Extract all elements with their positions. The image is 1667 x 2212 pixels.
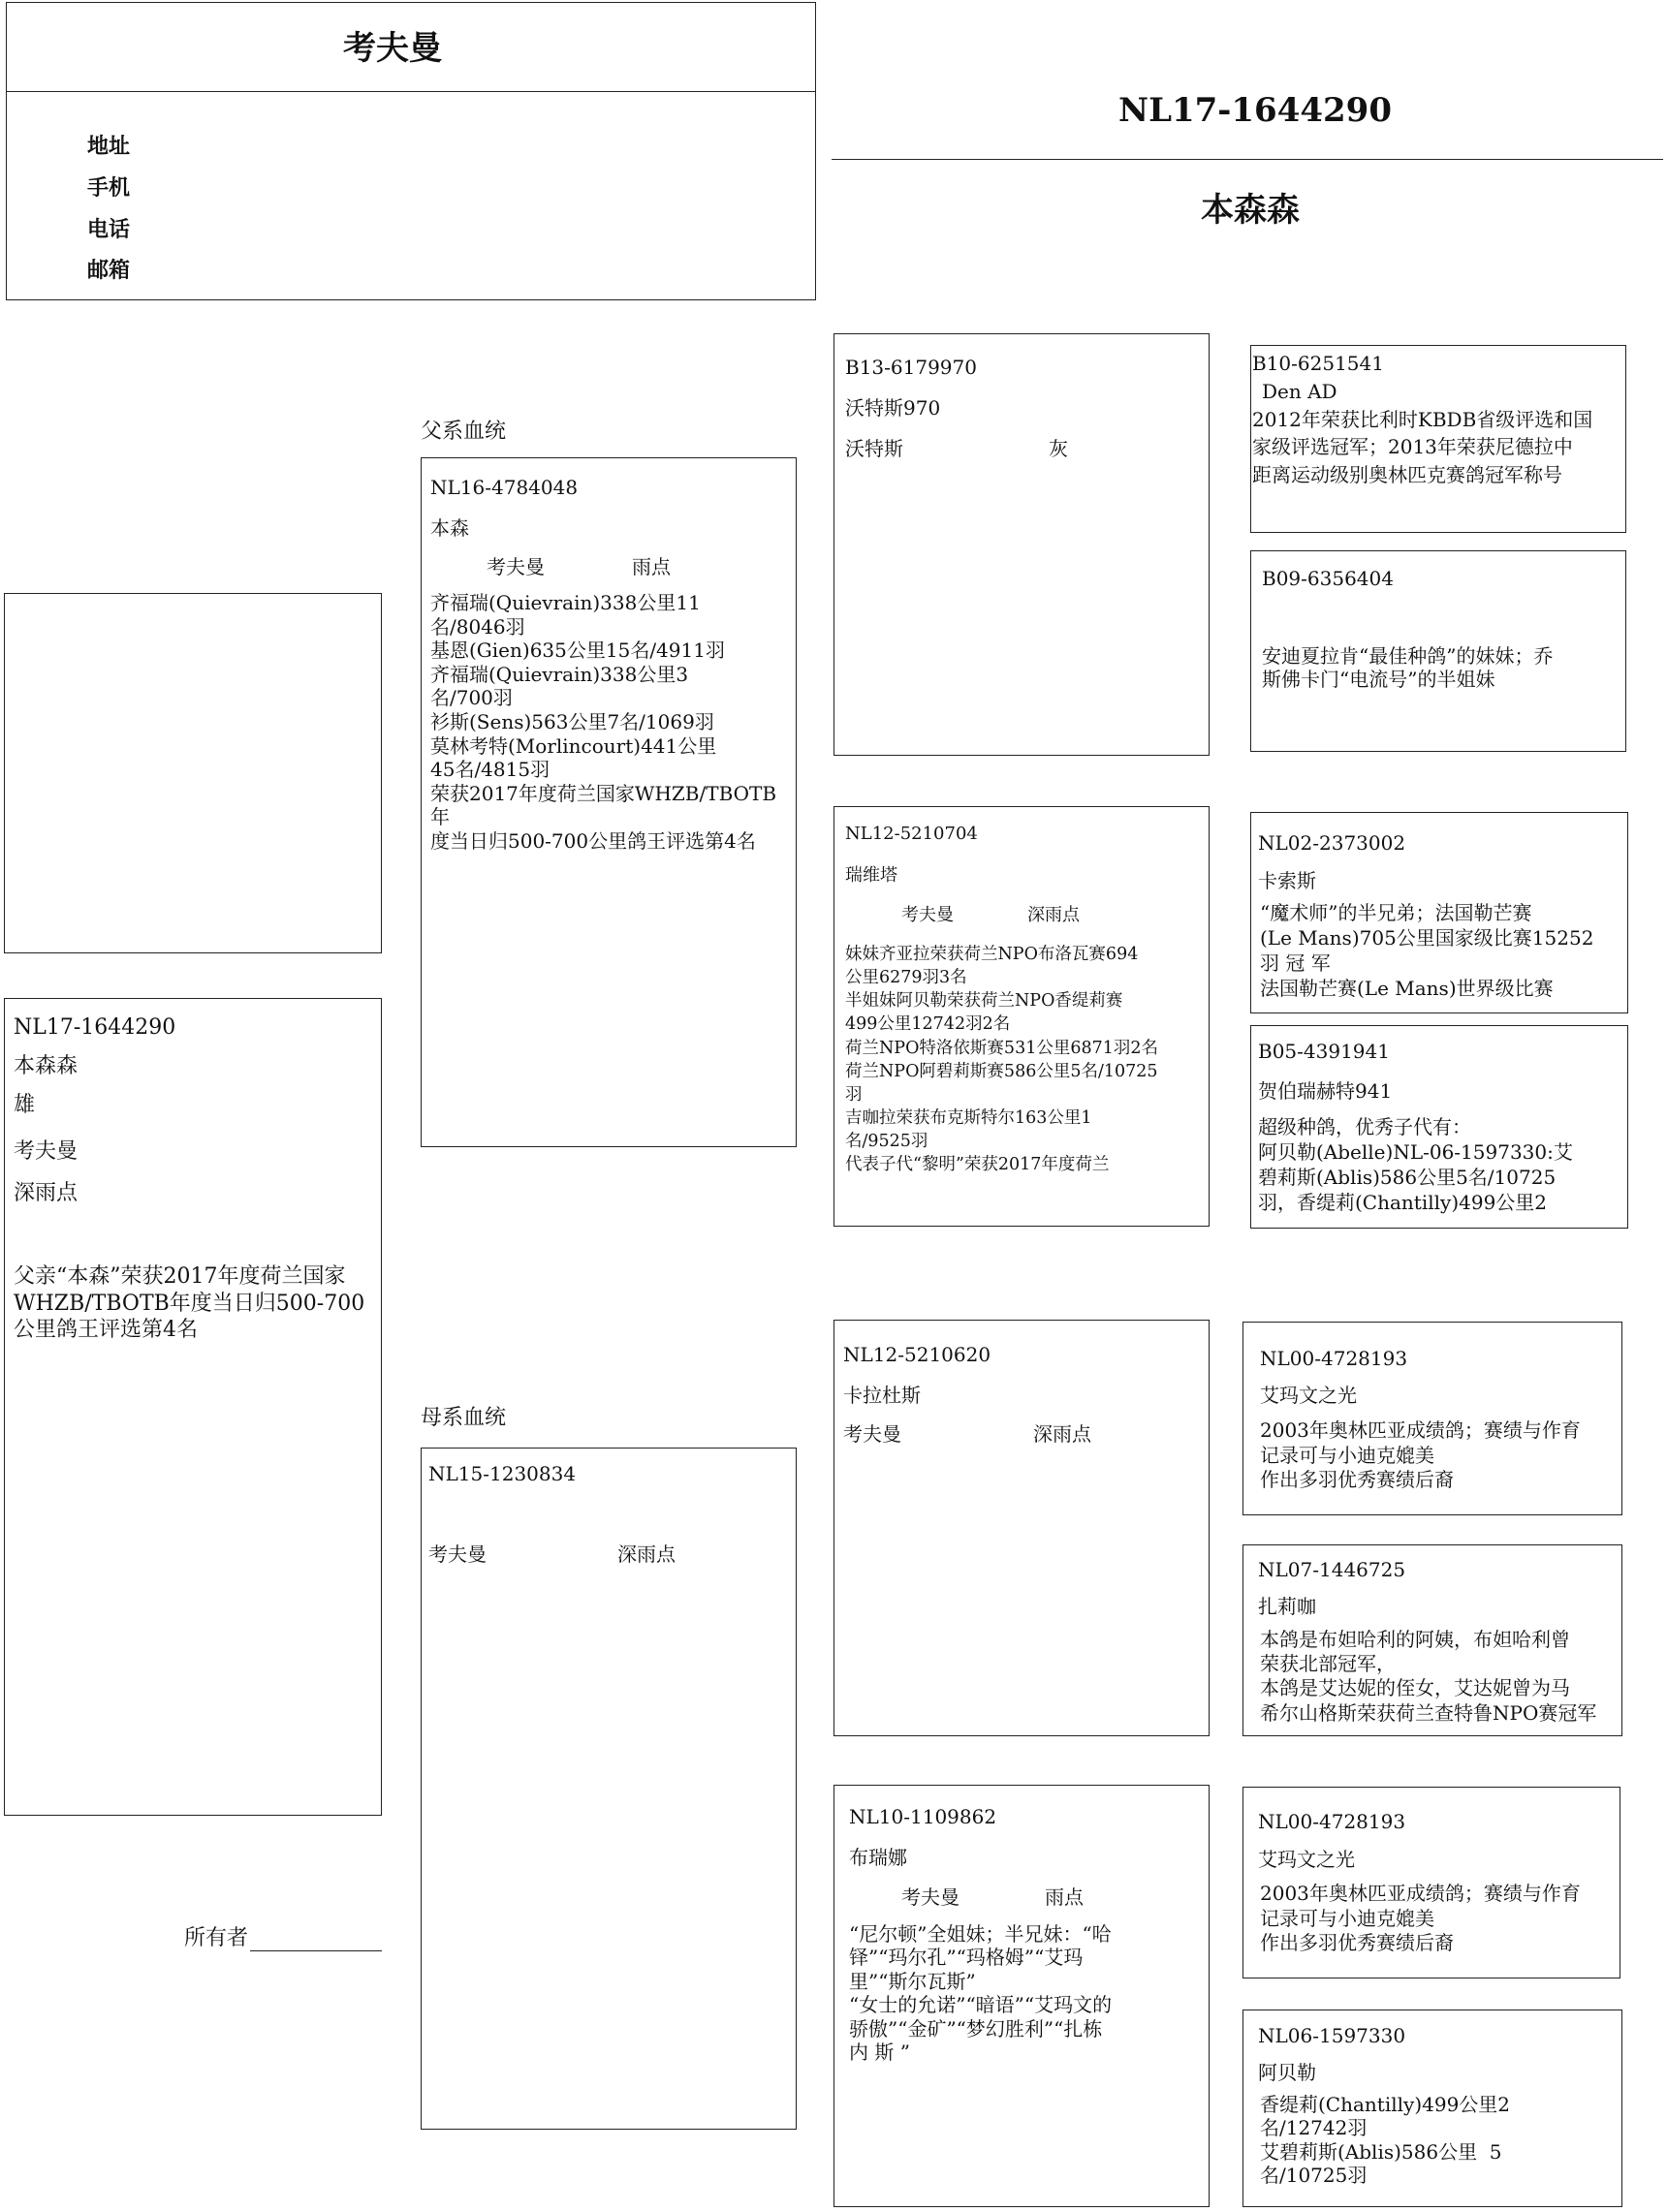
grandsire-dam-side-color: 深雨点	[1033, 1422, 1091, 1446]
gg-sss-ring: B10-6251541	[1252, 352, 1384, 375]
gg-dsd-notes: 本鸽是布妲哈利的阿姨，布妲哈利曾 荣获北部冠军， 本鸽是艾达妮的侄女，艾达妮曾为马 希尔山格斯荣获荷兰查特鲁NPO赛冠军	[1260, 1628, 1597, 1725]
gg-dds-notes: 2003年奥林匹亚成绩鸽；赛绩与作育 记录可与小迪克媲美 作出多羽优秀赛绩后裔	[1260, 1882, 1581, 1955]
gg-dss-notes: 2003年奥林匹亚成绩鸽；赛绩与作育 记录可与小迪克媲美 作出多羽优秀赛绩后裔	[1260, 1418, 1581, 1492]
dam-section-label: 母系血统	[421, 1406, 507, 1430]
granddam-sire-side-ring: NL12-5210704	[845, 824, 978, 844]
dam-breeder: 考夫曼	[428, 1542, 487, 1566]
gg-sss-name: Den AD	[1262, 380, 1337, 403]
subject-note: 父亲“本森”荣获2017年度荷兰国家WHZB/TBOTB年度当日归500-700公里鸽王评选第4名	[14, 1264, 365, 1342]
contact-label-phone: 电话	[87, 217, 131, 242]
gg-ddd-notes: 香缇莉(Chantilly)499公里2 名/12742羽 艾碧莉斯(Ablis)586公里 5 名/10725羽	[1260, 2093, 1511, 2188]
grandsire-sire-side-name: 沃特斯970	[845, 396, 941, 420]
granddam-sire-side-breeder: 考夫曼	[901, 905, 954, 925]
owner-signature-line[interactable]	[250, 1950, 382, 1951]
header-right-divider	[832, 159, 1663, 160]
grandsire-sire-side-color: 灰	[1049, 437, 1068, 460]
gg-dsd-ring: NL07-1446725	[1258, 1558, 1406, 1581]
gg-sds-ring: NL02-2373002	[1258, 831, 1406, 855]
gg-ddd-name: 阿贝勒	[1258, 2061, 1316, 2084]
header-ring-number: NL17-1644290	[1117, 91, 1392, 130]
sire-section-label: 父系血统	[421, 420, 507, 444]
owner-label: 所有者	[184, 1926, 249, 1950]
subject-name: 本森森	[14, 1054, 79, 1078]
contact-label-address: 地址	[87, 134, 131, 159]
gg-dss-name: 艾玛文之光	[1260, 1384, 1357, 1407]
granddam-sire-side-notes: 妹妹齐亚拉荣获荷兰NPO布洛瓦赛694 公里6279羽3名 半姐妹阿贝勒荣获荷兰NPO香缇莉赛 499公里12742羽2名 荷兰NPO特洛依斯赛531公里6871羽2名 荷兰NPO阿碧莉斯赛586公里5名/10725 羽 吉咖拉荣获布克斯特尔163公里1 名/9525羽 代表子代“黎明”荣获2017年度荷兰	[845, 945, 1159, 1175]
gg-dss-ring: NL00-4728193	[1260, 1347, 1408, 1370]
granddam-dam-side-breeder: 考夫曼	[901, 1885, 959, 1909]
gg-dds-name: 艾玛文之光	[1258, 1848, 1355, 1871]
sire-results: 齐福瑞(Quievrain)338公里11 名/8046羽 基恩(Gien)635公里15名/4911羽 齐福瑞(Quievrain)338公里3 名/700羽 衫斯(Sens)563公里7名/1069羽 莫林考特(Morlincourt)441公里 45名/4815羽 荣获2017年度荷兰国家WHZB/TBOTB年 度当日归500-700公里鸽王评选第4名	[430, 591, 777, 853]
subject-ring: NL17-1644290	[14, 1015, 176, 1040]
header-divider	[6, 91, 816, 92]
granddam-dam-side-color: 雨点	[1045, 1885, 1084, 1909]
gg-dsd-name: 扎莉咖	[1258, 1595, 1316, 1618]
grandsire-dam-side-breeder: 考夫曼	[843, 1422, 901, 1446]
gg-ssd-ring: B09-6356404	[1262, 567, 1394, 590]
gg-sdd-name: 贺伯瑞赫特941	[1258, 1079, 1393, 1103]
sire-breeder: 考夫曼	[487, 555, 545, 578]
subject-sex: 雄	[14, 1093, 36, 1117]
gg-ddd-ring: NL06-1597330	[1258, 2024, 1406, 2047]
dam-color: 深雨点	[617, 1542, 676, 1566]
granddam-dam-side-ring: NL10-1109862	[849, 1805, 997, 1828]
gg-sdd-ring: B05-4391941	[1258, 1040, 1390, 1063]
photo-frame	[4, 593, 382, 953]
gg-ssd-notes: 安迪夏拉肯“最佳种鸽”的妹妹；乔 斯佛卡门“电流号”的半姐妹	[1262, 644, 1554, 691]
grandsire-sire-side-breeder: 沃特斯	[845, 437, 903, 460]
subject-breeder: 考夫曼	[14, 1139, 79, 1164]
contact-label-mobile: 手机	[87, 175, 131, 201]
grandsire-dam-side-ring: NL12-5210620	[843, 1343, 991, 1366]
granddam-sire-side-color: 深雨点	[1027, 905, 1080, 925]
granddam-dam-side-notes: “尼尔顿”全姐妹；半兄妹：“哈 铎”“玛尔孔”“玛格姆”“艾玛 里”“斯尔瓦斯” “女士的允诺”“暗语”“艾玛文的 骄傲”“金矿”“梦幻胜利”“扎栋 内 斯 ”	[849, 1922, 1113, 2064]
gg-sss-notes: 2012年荣获比利时KBDB省级评选和国 家级评选冠军；2013年荣获尼德拉中 距离运动级别奥林匹克赛鸽冠军称号	[1252, 408, 1593, 486]
sire-name: 本森	[430, 516, 469, 540]
subject-color: 深雨点	[14, 1181, 79, 1205]
contact-label-email: 邮箱	[87, 258, 131, 283]
header-pigeon-name: 本森森	[1201, 191, 1300, 230]
gg-dds-ring: NL00-4728193	[1258, 1810, 1406, 1833]
sire-ring: NL16-4784048	[430, 476, 579, 499]
breeder-title: 考夫曼	[343, 29, 442, 68]
gg-sds-name: 卡索斯	[1258, 869, 1316, 892]
subject-box	[4, 998, 382, 1816]
gg-sds-notes: “魔术师”的半兄弟；法国勒芒赛 (Le Mans)705公里国家级比赛15252 羽 冠 军 法国勒芒赛(Le Mans)世界级比赛	[1260, 901, 1594, 1000]
grandsire-dam-side-name: 卡拉杜斯	[843, 1384, 921, 1407]
dam-ring: NL15-1230834	[428, 1462, 577, 1485]
sire-color: 雨点	[632, 555, 671, 578]
grandsire-sire-side-ring: B13-6179970	[845, 356, 977, 379]
granddam-sire-side-name: 瑞维塔	[845, 865, 897, 886]
gg-sdd-notes: 超级种鸽，优秀子代有： 阿贝勒(Abelle)NL-06-1597330:艾 碧莉斯(Ablis)586公里5名/10725 羽，香缇莉(Chantilly)499公里2	[1258, 1115, 1573, 1214]
granddam-dam-side-name: 布瑞娜	[849, 1846, 907, 1869]
